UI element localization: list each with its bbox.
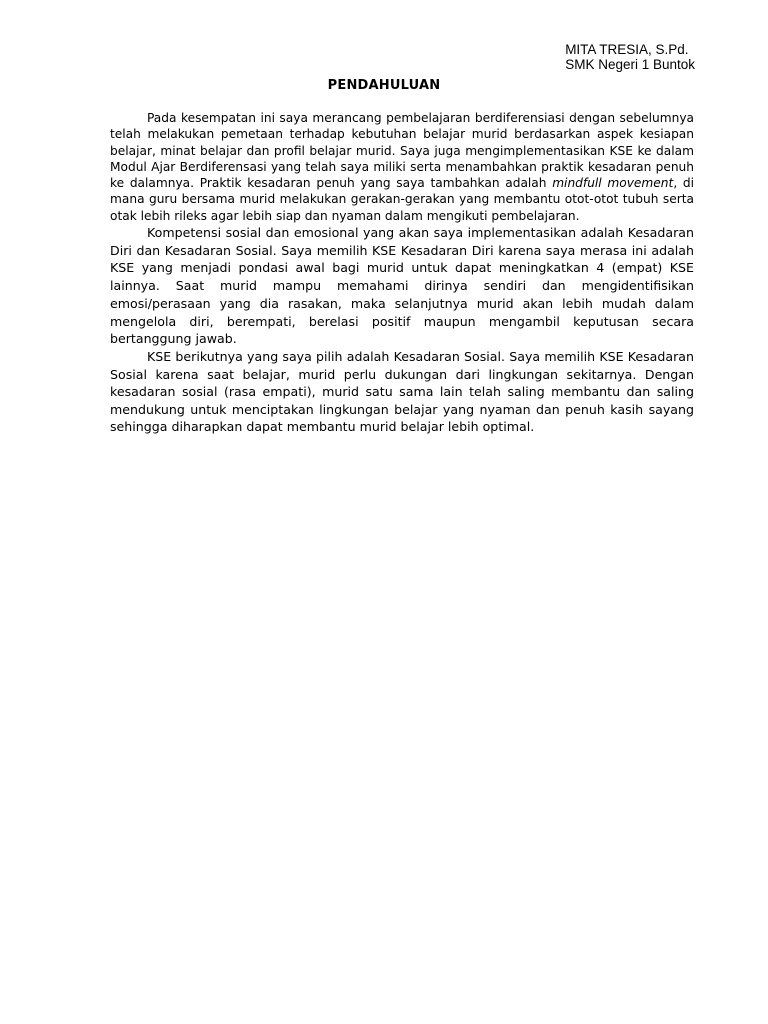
paragraph-1-before: Pada kesempatan ini saya merancang pembelajaran berdiferensiasi dengan sebelumnya telah melakukan pemetaan terhadap kebutuhan belajar murid berdasarkan aspek kesiapan belajar, minat belajar dan profil belajar murid. Saya juga mengimplementasikan KSE ke dalam Modul Ajar Berdiferensasi yang telah saya miliki serta menambahkan praktik kesadaran penuh ke dalamnya. Praktik kesadaran penuh yang saya tambahkan adalah <box>110 111 694 191</box>
school-name: SMK Negeri 1 Buntok <box>565 57 695 72</box>
document-title: PENDAHULUAN <box>327 78 441 93</box>
paragraph-2: Kompetensi sosial dan emosional yang akan saya implementasikan adalah Kesadaran Diri dan Kesadaran Sosial. Saya memilih KSE Kesadaran Diri karena saya merasa ini adalah KSE yang menjadi pondasi awal bagi murid untuk dapat meningkatkan 4 (empat) KSE lainnya. Saat murid mampu memahami dirinya sendiri dan mengidentifisikan emosi/perasaan yang dia rasakan, maka selanjutnya murid akan lebih mudah dalam mengelola diri, berempati, berelasi positif maupun mengambil keputusan secara bertanggung jawab. <box>110 225 694 347</box>
author-header <box>565 42 695 72</box>
paragraph-1 <box>110 110 694 224</box>
author-name: MITA TRESIA, S.Pd. <box>565 42 689 57</box>
paragraph-3: KSE berikutnya yang saya pilih adalah Kesadaran Sosial. Saya memilih KSE Kesadaran Sosial karena saat belajar, murid perlu dukungan dari lingkungan sekitarnya. Dengan kesadaran sosial (rasa empati), murid satu sama lain telah saling membantu dan saling mendukung untuk menciptakan lingkungan belajar yang nyaman dan penuh kasih sayang sehingga diharapkan dapat membantu murid belajar lebih optimal. <box>110 349 694 434</box>
document-body <box>110 110 694 436</box>
paragraph-1-after: , di mana guru bersama murid melakukan gerakan-gerakan yang membantu otot-otot tubuh serta otak lebih rileks agar lebih siap dan nyaman dalam mengikuti pembelajaran. <box>110 176 695 223</box>
paragraph-1-emphasis: mindfull movement <box>552 176 674 191</box>
